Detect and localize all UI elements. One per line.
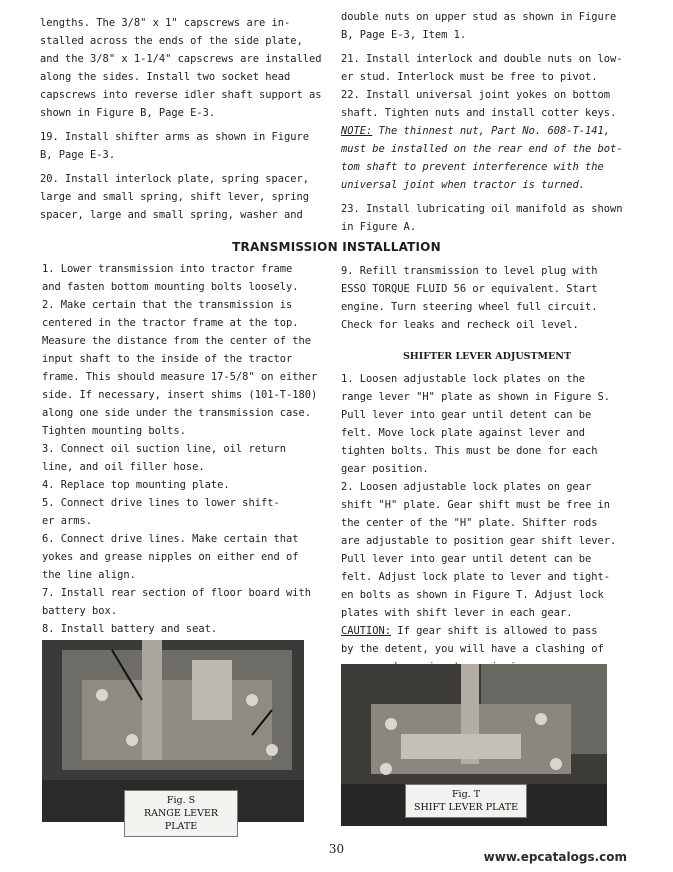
page-number: 30: [328, 842, 345, 856]
text-line: B, Page E-3.: [40, 149, 116, 161]
adjust-line: gear position.: [341, 463, 429, 475]
text-line: engine. Turn steering wheel full circuit.: [341, 301, 598, 313]
text-line: 23. Install lubricating oil manifold as shown: [341, 203, 623, 215]
adjust-line: plates with shift lever in each gear.: [341, 607, 573, 619]
step-line: 1. Lower transmission into tractor frame: [42, 263, 293, 275]
step-line: 6. Connect drive lines. Make certain that: [42, 533, 299, 545]
step-line: input shaft to the inside of the tractor: [42, 353, 293, 365]
adjust-line: the center of the "H" plate. Shifter rods: [341, 517, 598, 529]
text-line: in Figure A.: [341, 221, 417, 233]
top-right-column: [341, 8, 633, 236]
note-first-line: The thinnest nut, Part No. 608-T-141,: [372, 125, 610, 137]
adjust-line: felt. Adjust lock plate to lever and tight-: [341, 571, 610, 583]
step-line: line, and oil filler hose.: [42, 461, 205, 473]
step-line: battery box.: [42, 605, 118, 617]
text-line: 20. Install interlock plate, spring spacer,: [40, 173, 309, 185]
adjust-line: Pull lever into gear until detent can be: [341, 409, 592, 421]
figure-t-label: [405, 784, 527, 818]
adjust-line: shift "H" plate. Gear shift must be free in: [341, 499, 610, 511]
adjust-line: 1. Loosen adjustable lock plates on the: [341, 373, 585, 385]
text-line: er stud. Interlock must be free to pivot.: [341, 71, 598, 83]
figure-t-number: Fig. T: [451, 789, 481, 800]
caution-paragraph: [341, 622, 633, 640]
shifter-lever-subheading: SHIFTER LEVER ADJUSTMENT: [402, 351, 572, 362]
text-line: 21. Install interlock and double nuts on low-: [341, 53, 623, 65]
step-line: along one side under the transmission case.: [42, 407, 311, 419]
step-line: side. If necessary, insert shims (101-T-180): [42, 389, 318, 401]
caution-first-line: If gear shift is allowed to pass: [391, 625, 598, 637]
step-line: 7. Install rear section of floor board with: [42, 587, 311, 599]
section-title: TRANSMISSION INSTALLATION: [232, 240, 441, 254]
text-line: 22. Install universal joint yokes on bottom: [341, 89, 610, 101]
text-line: shown in Figure B, Page E-3.: [40, 107, 216, 119]
adjust-line: are adjustable to position gear shift lever.: [341, 535, 617, 547]
step-line: centered in the tractor frame at the top.: [42, 317, 299, 329]
step-line: 2. Make certain that the transmission is: [42, 299, 293, 311]
adjust-line: en bolts as shown in Figure T. Adjust lock: [341, 589, 604, 601]
text-line: spacer, large and small spring, washer and: [40, 209, 303, 221]
note-line: must be installed on the rear end of the bot-: [341, 143, 623, 155]
note-line: tom shaft to prevent interference with the: [341, 161, 604, 173]
figure-s-photo: [42, 640, 304, 832]
text-line: B, Page E-3, Item 1.: [341, 29, 467, 41]
text-line: 9. Refill transmission to level plug with: [341, 265, 598, 277]
step-line: and fasten bottom mounting bolts loosely.: [42, 281, 299, 293]
text-line: 19. Install shifter arms as shown in Figure: [40, 131, 309, 143]
text-line: double nuts on upper stud as shown in Figure: [341, 11, 617, 23]
step-line: 4. Replace top mounting plate.: [42, 479, 230, 491]
figure-t-photo: [341, 664, 607, 826]
figure-s-caption: RANGE LEVER PLATE: [143, 808, 219, 832]
step-line: the line align.: [42, 569, 136, 581]
top-left-column: [40, 14, 332, 224]
text-line: stalled across the ends of the side plate,: [40, 35, 303, 47]
caution-label: CAUTION:: [341, 625, 392, 637]
text-line: large and small spring, shift lever, spring: [40, 191, 309, 203]
text-line: and the 3/8" x 1-1/4" capscrews are installed: [40, 53, 322, 65]
mid-right-column: [341, 262, 633, 676]
step-line: er arms.: [42, 515, 93, 527]
figure-s-label: [124, 790, 238, 837]
step-line: yokes and grease nipples on either end of: [42, 551, 299, 563]
text-line: ESSO TORQUE FLUID 56 or equivalent. Start: [341, 283, 598, 295]
text-line: along the sides. Install two socket head: [40, 71, 291, 83]
adjust-line: 2. Loosen adjustable lock plates on gear: [341, 481, 592, 493]
text-line: lengths. The 3/8" x 1" capscrews are in-: [40, 17, 291, 29]
adjust-line: range lever "H" plate as shown in Figure S.: [341, 391, 610, 403]
note-paragraph: [341, 122, 633, 140]
step-line: 5. Connect drive lines to lower shift-: [42, 497, 280, 509]
text-line: Check for leaks and recheck oil level.: [341, 319, 579, 331]
text-line: shaft. Tighten nuts and install cotter keys.: [341, 107, 617, 119]
note-label: NOTE:: [341, 125, 373, 137]
figure-s-number: Fig. S: [166, 795, 196, 806]
adjust-line: tighten bolts. This must be done for each: [341, 445, 598, 457]
step-line: 3. Connect oil suction line, oil return: [42, 443, 286, 455]
adjust-line: felt. Move lock plate against lever and: [341, 427, 585, 439]
step-line: frame. This should measure 17-5/8" on either: [42, 371, 318, 383]
text-line: capscrews into reverse idler shaft support as: [40, 89, 322, 101]
step-line: 8. Install battery and seat.: [42, 623, 218, 635]
note-line: universal joint when tractor is turned.: [341, 179, 585, 191]
step-line: Measure the distance from the center of the: [42, 335, 311, 347]
installation-steps-column: [42, 260, 332, 638]
step-line: Tighten mounting bolts.: [42, 425, 186, 437]
watermark-link[interactable]: www.epcatalogs.com: [483, 850, 627, 864]
figure-t-caption: SHIFT LEVER PLATE: [413, 802, 519, 813]
caution-line: by the detent, you will have a clashing of: [341, 643, 604, 655]
adjust-line: Pull lever into gear until detent can be: [341, 553, 592, 565]
